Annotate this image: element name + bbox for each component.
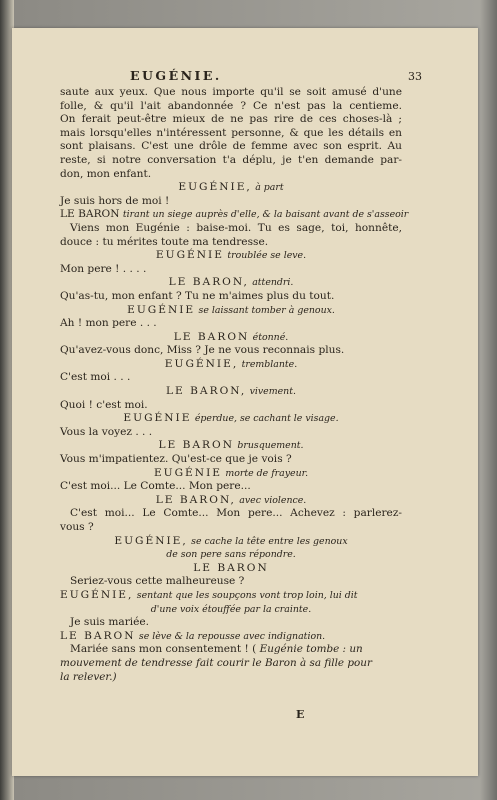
speaker-name: EUGÉNIE,: [164, 357, 239, 370]
speaker-heading: [60, 562, 402, 576]
text-line: Quoi ! c'est moi.: [60, 398, 148, 411]
stage-direction: sentant que les soupçons vont trop loin, lui dit: [136, 589, 358, 601]
text-line: reste, si notre conversation t'a déplu, je t'en demande par-: [60, 153, 402, 166]
speaker-heading: [60, 467, 402, 481]
stage-direction: tremblante.: [241, 358, 298, 370]
stage-direction: se laissant tomber à genoux.: [198, 304, 335, 316]
text-line: vous ?: [60, 521, 94, 533]
text-line: Qu'as-tu, mon enfant ? Tu ne m'aimes plus du tout.: [60, 289, 335, 302]
speaker-name: EUGÉNIE,: [114, 534, 188, 547]
speaker-name: EUGÉNIE,: [60, 588, 134, 601]
page-number: 33: [408, 70, 422, 83]
speaker-name: EUGÉNIE: [127, 303, 196, 316]
text-line: C'est moi... Le Comte... Mon pere... Achevez : parlerez-: [70, 507, 402, 520]
stage-direction: avec violence.: [239, 494, 307, 506]
text-line: saute aux yeux. Que nous importe qu'il se soit amusé d'une: [60, 86, 402, 98]
speaker-name: LE BARON: [193, 561, 269, 574]
text-line: C'est moi... Le Comte... Mon pere...: [60, 480, 251, 493]
speaker-heading: [60, 304, 402, 318]
text-line: Je suis hors de moi !: [60, 194, 170, 207]
stage-direction: la relever.): [60, 670, 117, 683]
text-line: mais lorsqu'elles n'intéressent personne, & que les détails en: [60, 126, 402, 139]
text-line: don, mon enfant.: [60, 167, 152, 180]
text-line: On ferait peut-être mieux de ne pas rire de ces choses-là ;: [60, 113, 402, 126]
signature-mark: E: [296, 708, 305, 721]
text-line: Vous m'impatientez. Qu'est-ce que je vois ?: [60, 453, 292, 466]
stage-direction: tirant un siege auprès d'elle, & la baisant avant de s'asseoir: [122, 209, 409, 221]
speaker-name: EUGÉNIE: [155, 249, 224, 262]
stage-direction: de son pere sans répondre.: [166, 549, 296, 561]
text-line: Qu'avez-vous donc, Miss ? Je ne vous reconnais plus.: [60, 344, 345, 357]
speaker-heading: [60, 589, 402, 603]
text-line: sont plaisans. C'est une drôle de femme avec son esprit. Au: [60, 140, 402, 153]
page-body: [60, 86, 409, 684]
stage-direction: attendri.: [252, 277, 294, 289]
speaker-name: LE BARON,: [166, 385, 247, 398]
speaker-name: EUGÉNIE: [153, 466, 222, 479]
running-title: EUGÉNIE.: [130, 68, 222, 83]
stage-direction: Eugénie tombe : un: [259, 643, 363, 656]
speaker-name: EUGÉNIE: [123, 412, 192, 425]
stage-direction: se cache la tête entre les genoux: [191, 535, 348, 547]
text-line: Vous la voyez . . .: [60, 425, 153, 438]
speaker-heading: [60, 249, 402, 263]
speaker-name: LE BARON: [158, 439, 234, 452]
speaker-heading: [60, 276, 402, 290]
stage-direction: vivement.: [249, 386, 296, 398]
stage-direction: éperdue, se cachant le visage.: [194, 413, 339, 425]
book-page: [12, 28, 478, 776]
speaker-name: LE BARON: [60, 208, 120, 221]
stage-direction: à part: [255, 182, 284, 194]
text-line: Viens mon Eugénie : baise-moi. Tu es sage, toi, honnête,: [70, 221, 402, 234]
stage-direction: brusquement.: [237, 440, 304, 452]
speaker-heading: [60, 385, 402, 399]
stage-direction: se lève & la repousse avec indignation.: [138, 630, 326, 642]
text-line: C'est moi . . .: [60, 371, 131, 384]
page-header: [130, 68, 422, 84]
speaker-heading: [60, 358, 402, 372]
stage-direction: morte de frayeur.: [225, 467, 309, 479]
speaker-name: LE BARON: [173, 330, 250, 343]
speaker-heading: [60, 208, 409, 222]
speaker-heading: [60, 412, 402, 426]
stage-direction: d'une voix étouffée par la crainte.: [150, 603, 312, 615]
text-line: Ah ! mon pere . . .: [60, 317, 157, 330]
speaker-heading: [60, 331, 402, 345]
text-line: Mon pere ! . . . .: [60, 262, 147, 275]
speaker-name: EUGÉNIE,: [178, 181, 252, 194]
text-line: douce : tu mérites toute ma tendresse.: [60, 235, 269, 248]
speaker-heading: [60, 535, 402, 549]
text-line: Je suis mariée.: [70, 616, 150, 629]
speaker-name: LE BARON,: [155, 493, 236, 506]
text-line: folle, & qu'il l'ait abandonnée ? Ce n'est pas la centieme.: [60, 99, 402, 112]
text-fragment: Mariée sans mon consentement ! (: [70, 643, 257, 656]
speaker-heading: [60, 630, 402, 644]
stage-direction: mouvement de tendresse fait courir le Baron à sa fille pour: [60, 656, 372, 669]
speaker-heading: [60, 494, 402, 508]
speaker-name: LE BARON,: [168, 276, 249, 289]
stage-direction: étonné.: [252, 331, 289, 343]
stage-direction: troublée se leve.: [227, 250, 307, 262]
speaker-heading: [60, 439, 402, 453]
speaker-name: LE BARON: [60, 629, 136, 642]
text-line: Seriez-vous cette malheureuse ?: [70, 575, 245, 588]
speaker-heading: [60, 181, 402, 195]
text-line: [60, 643, 402, 657]
